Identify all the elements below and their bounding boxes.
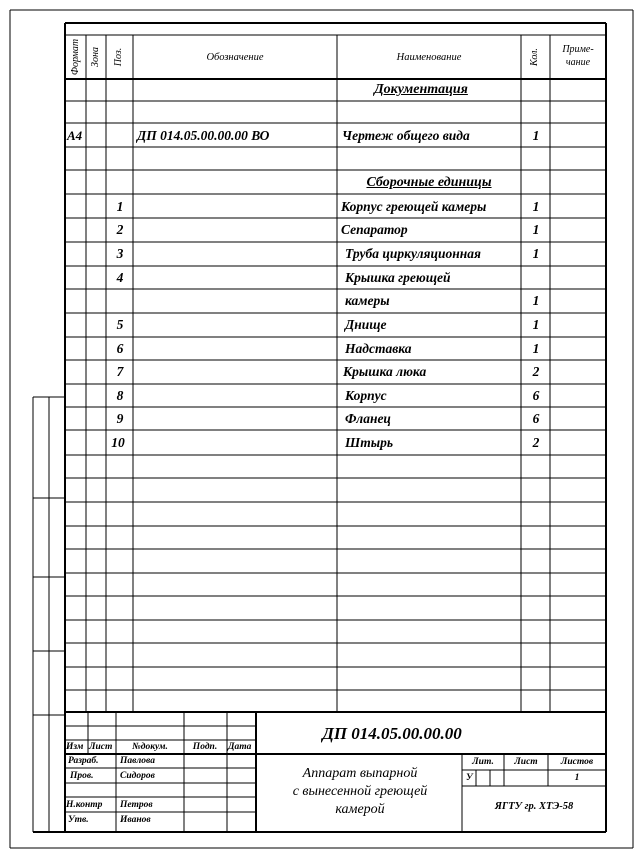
section-documentation: Документация [374, 82, 468, 97]
item-name: Корпус [345, 388, 387, 403]
doc-qty: 1 [532, 128, 540, 143]
tb-lit-value: У [466, 773, 473, 783]
item-pos: 1 [116, 199, 124, 214]
title-line-2: с вынесенной греющей [292, 784, 428, 799]
title-line-3: камерой [335, 802, 385, 817]
item-pos: 4 [116, 270, 124, 285]
item-qty: 6 [532, 388, 540, 403]
item-qty: 1 [532, 317, 540, 332]
tb-utv-label: Утв. [68, 815, 89, 825]
tb-list-label: Лист [514, 757, 538, 767]
item-name: Труба циркуляционная [345, 246, 481, 261]
item-pos: 2 [116, 222, 124, 237]
item-qty: 1 [532, 293, 540, 308]
item-name: Надставка [345, 341, 412, 356]
item-name: Днище [345, 317, 387, 332]
tb-col-list: Лист [89, 742, 113, 752]
tb-col-data: Дата [228, 742, 252, 752]
item-qty: 6 [532, 411, 540, 426]
header-designation: Обозначение [206, 52, 264, 63]
item-pos: 5 [116, 317, 124, 332]
tb-utv-name: Иванов [120, 815, 151, 825]
item-pos: 6 [116, 341, 124, 356]
item-name: Штырь [345, 435, 393, 450]
doc-designation: ДП 014.05.00.00.00 ВО [137, 128, 270, 143]
item-pos: 3 [116, 246, 124, 261]
header-zone: Зона [90, 47, 101, 67]
header-note-line1: Приме- [562, 44, 594, 55]
tb-prov-name: Сидоров [120, 771, 155, 781]
tb-razrab-label: Разраб. [68, 756, 99, 766]
item-pos: 8 [116, 388, 124, 403]
tb-col-izm: Изм [66, 742, 84, 752]
doc-name: Чертеж общего вида [342, 128, 470, 143]
item-name: Крышка люка [343, 364, 427, 379]
tb-prov-label: Пров. [70, 771, 94, 781]
item-pos: 7 [116, 364, 124, 379]
item-qty: 1 [532, 222, 540, 237]
tb-organization: ЯГТУ гр. ХТЭ-58 [494, 801, 574, 812]
item-qty: 2 [532, 364, 540, 379]
tb-listov-label: Листов [560, 757, 594, 767]
tb-listov-value: 1 [574, 773, 580, 783]
item-name: Сепаратор [341, 222, 408, 237]
item-name: Корпус греющей камеры [341, 199, 487, 214]
item-qty: 1 [532, 199, 540, 214]
item-name: Фланец [345, 411, 391, 426]
tb-lit-label: Лит. [472, 757, 494, 767]
item-pos: 9 [116, 411, 124, 426]
item-qty: 1 [532, 246, 540, 261]
header-pos: Поз. [113, 47, 124, 67]
tb-col-podp: Подп. [192, 742, 218, 752]
header-qty: Кол. [529, 48, 540, 66]
title-doc-number: ДП 014.05.00.00.00 [322, 724, 462, 743]
title-line-1: Аппарат выпарной [302, 766, 418, 781]
item-pos: 10 [111, 435, 125, 450]
tb-nkontr-name: Петров [120, 800, 153, 810]
section-assemblies: Сборочные единицы [366, 175, 492, 190]
doc-format: А4 [67, 128, 83, 143]
item-qty: 2 [532, 435, 540, 450]
header-format: Формат [70, 38, 81, 76]
tb-col-ndokum: №докум. [132, 742, 168, 752]
tb-razrab-name: Павлова [120, 756, 155, 766]
item-name: Крышка греющей [345, 270, 451, 285]
header-name: Наименование [396, 52, 462, 63]
header-note-line2: чание [565, 57, 591, 68]
tb-nkontr-label: Н.контр [66, 800, 103, 810]
item-name: камеры [345, 293, 390, 308]
item-qty: 1 [532, 341, 540, 356]
